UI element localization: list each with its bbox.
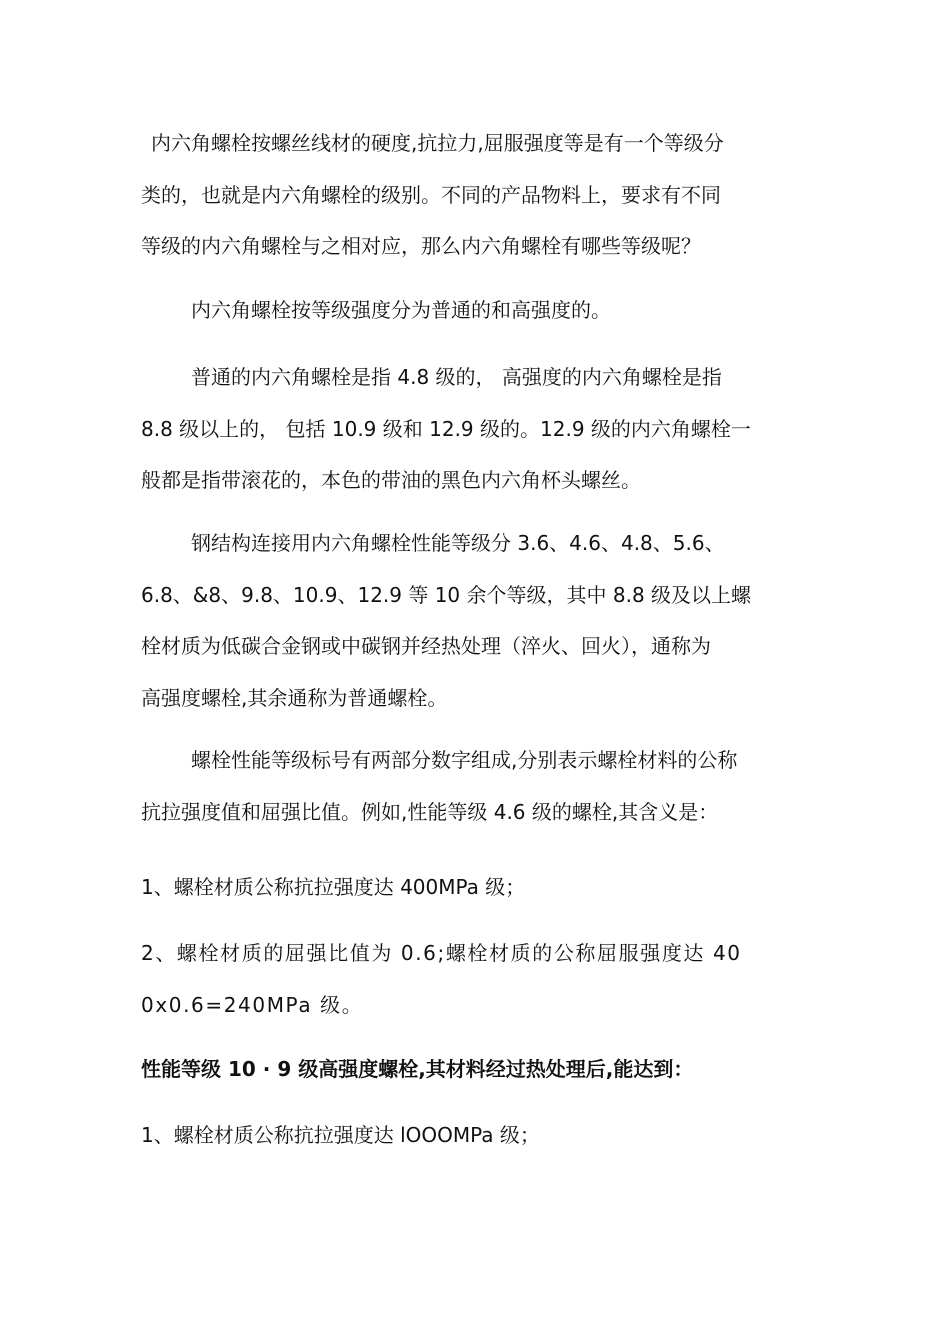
text-line: 6.8、&8、9.8、10.9、12.9 等 10 余个等级，其中 8.8 级及以上螺 [141, 582, 752, 607]
text-line: 性能等级 10 · 9 级高强度螺栓,其材料经过热处理后,能达到： [141, 1057, 694, 1081]
text-line: 1、螺栓材质公称抗拉强度达 lOOOMPa 级； [141, 1123, 540, 1147]
text-line: 螺栓性能等级标号有两部分数字组成,分别表示螺栓材料的公称 [191, 748, 738, 772]
text-line: 抗拉强度值和屈强比值。例如,性能等级 4.6 级的螺栓,其含义是： [141, 799, 719, 824]
list-item-yield-ratio [141, 928, 811, 1031]
paragraph-grades [141, 518, 811, 724]
list-item-tensile-1000 [141, 1110, 811, 1162]
text-line: 般都是指带滚花的，本色的带油的黑色内六角杯头螺丝。 [141, 468, 641, 492]
paragraph-intro [141, 118, 811, 273]
list-item-tensile-400 [141, 862, 811, 914]
text-line: 1、螺栓材质公称抗拉强度达 400MPa 级； [141, 875, 526, 899]
text-line: 2、螺栓材质的屈强比值为 0.6;螺栓材质的公称屈服强度达 40 [141, 941, 742, 965]
text-line: 类的，也就是内六角螺栓的级别。不同的产品物料上，要求有不同 [141, 182, 721, 207]
text-line: 栓材质为低碳合金钢或中碳钢并经热处理（淬火、回火），通称为 [141, 634, 711, 658]
heading-grade-10-9 [141, 1044, 811, 1096]
paragraph-grade-marking [141, 735, 811, 838]
text-line: 0x0.6=240MPa 级。 [141, 992, 364, 1017]
text-line: 等级的内六角螺栓与之相对应，那么内六角螺栓有哪些等级呢？ [141, 234, 701, 258]
text-line: 内六角螺栓按等级强度分为普通的和高强度的。 [191, 298, 611, 322]
paragraph-ordinary-vs-high [141, 352, 811, 507]
text-line: 普通的内六角螺栓是指 4.8 级的， 高强度的内六角螺栓是指 [191, 365, 722, 389]
text-line: 高强度螺栓,其余通称为普通螺栓。 [141, 685, 448, 710]
paragraph-classification [141, 285, 811, 337]
text-line: 内六角螺栓按螺丝线材的硬度,抗拉力,屈服强度等是有一个等级分 [151, 131, 724, 155]
text-line: 钢结构连接用内六角螺栓性能等级分 3.6、4.6、4.8、5.6、 [191, 531, 725, 555]
text-line: 8.8 级以上的， 包括 10.9 级和 12.9 级的。12.9 级的内六角螺栓一 [141, 416, 751, 441]
